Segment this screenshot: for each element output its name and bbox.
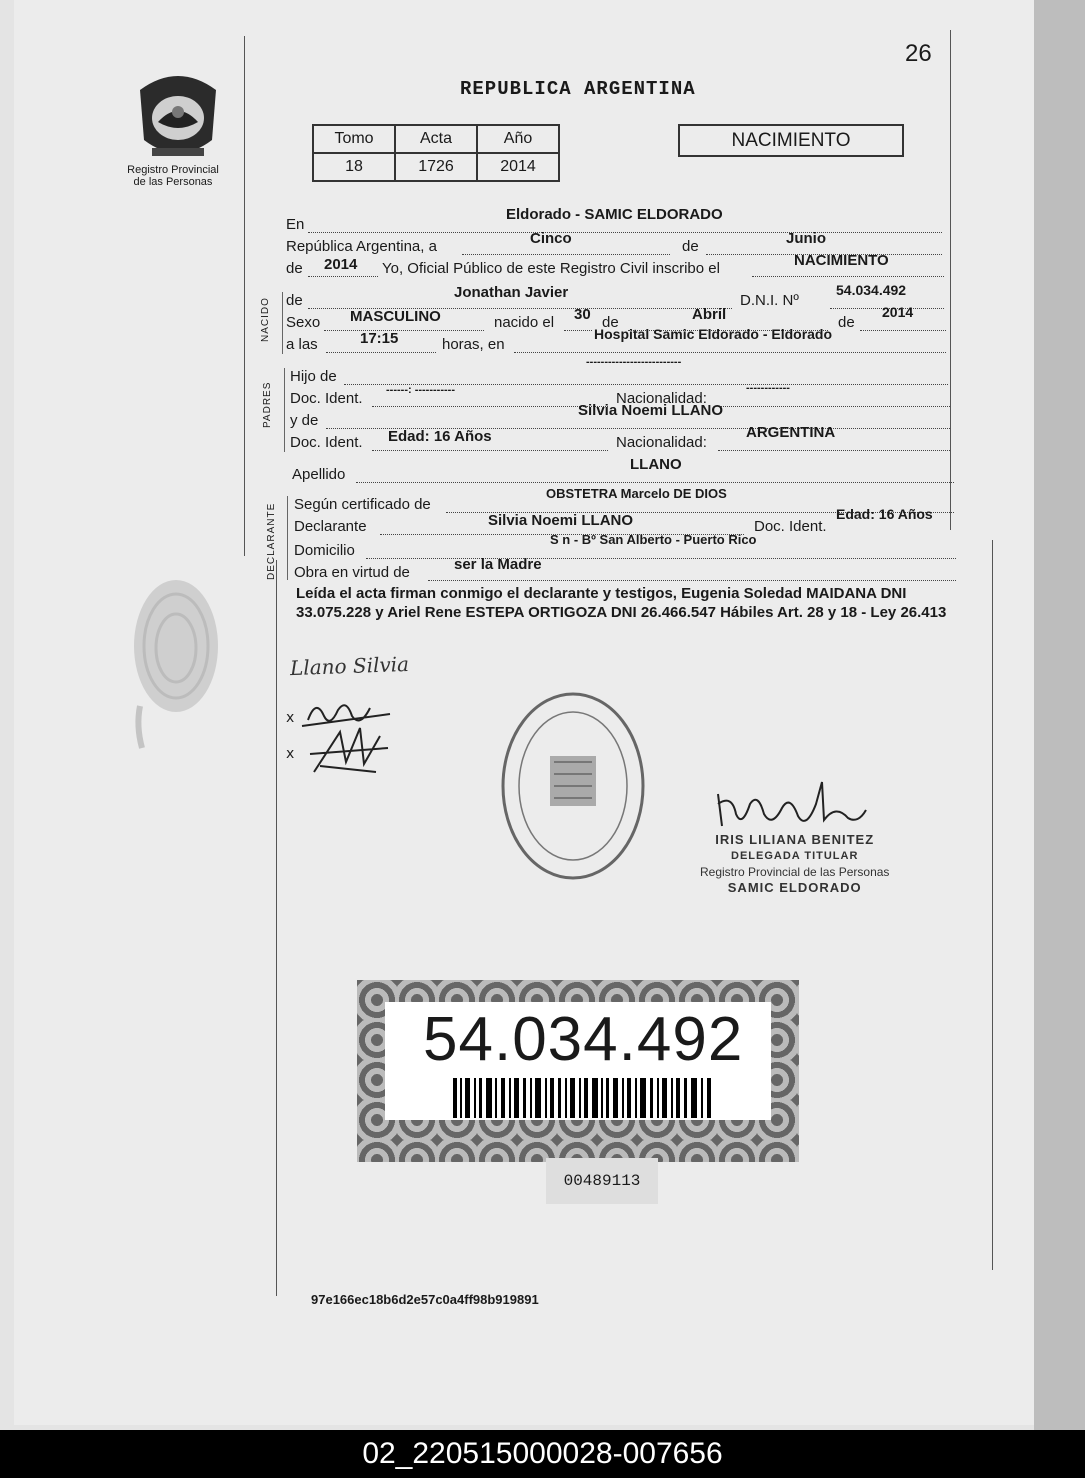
obra-value: ser la Madre — [454, 556, 542, 573]
madre-doc-value: Edad: 16 Años — [388, 428, 492, 445]
registrar-location: SAMIC ELDORADO — [727, 880, 862, 895]
page-edge — [1034, 0, 1085, 1430]
registrar-role: DELEGADA TITULAR — [731, 850, 859, 862]
dia-value: Cinco — [530, 230, 572, 247]
lugar-value: Eldorado - SAMIC ELDORADO — [506, 206, 723, 223]
witness-signatures — [280, 692, 400, 782]
sexo-label: Sexo — [286, 314, 321, 331]
registrar-stamp — [700, 832, 889, 896]
madre-value: Silvia Noemi LLANO — [578, 402, 724, 419]
row-obra — [294, 556, 542, 586]
dotted-line — [752, 276, 944, 277]
logo-caption-line-2: de las Personas — [133, 176, 213, 188]
declarante-value: Silvia Noemi LLANO — [488, 512, 634, 529]
dotted-line — [356, 482, 954, 483]
row-hijo — [290, 356, 682, 390]
nombre-value: Jonathan Javier — [454, 284, 569, 301]
horas-en-label: horas, en — [442, 336, 505, 353]
barcode-bars — [453, 1078, 715, 1118]
barcode-inner — [385, 1002, 771, 1120]
republica-label: República Argentina, a — [286, 238, 437, 255]
row-fecha — [286, 230, 826, 260]
registrar-office: Registro Provincial de las Personas — [700, 865, 890, 879]
margin-line-right-lower — [992, 540, 993, 1270]
anio-label: Año — [477, 125, 559, 153]
record-type-box: NACIMIENTO — [678, 124, 904, 157]
dotted-line — [718, 450, 950, 451]
dotted-line — [514, 352, 946, 353]
official-seal-stamp — [498, 688, 648, 884]
row-apellido — [292, 456, 682, 488]
nacido-dia-value: 30 — [574, 306, 591, 323]
tomo-label: Tomo — [313, 125, 395, 153]
dotted-line — [372, 406, 608, 407]
dotted-line — [564, 330, 592, 331]
en-label: En — [286, 216, 305, 233]
document-title: REPUBLICA ARGENTINA — [460, 78, 696, 100]
row-en — [286, 206, 723, 238]
registrar-signature — [712, 774, 872, 834]
row-certificado — [294, 486, 727, 518]
logo-caption — [118, 164, 228, 188]
declarante-label: Declarante — [294, 518, 367, 535]
tomo-value: 18 — [313, 153, 395, 181]
certificado-label: Según certificado de — [294, 496, 431, 513]
thumbprint — [128, 576, 228, 756]
section-bracket — [287, 496, 288, 580]
sexo-value: MASCULINO — [350, 308, 441, 325]
page-number: 26 — [905, 40, 932, 67]
nacido-side-label: NACIDO — [260, 297, 271, 342]
padre-doc-value: ------: ----------- — [386, 384, 455, 396]
declarante-side-label: DECLARANTE — [266, 502, 277, 580]
serial-number: 00489113 — [546, 1158, 658, 1204]
nacido-mes-value: Abril — [692, 306, 727, 323]
row-madre-doc — [290, 424, 836, 456]
province-coat-of-arms-logo — [128, 70, 228, 160]
doc-ident-label: Doc. Ident. — [290, 390, 363, 407]
acta-value: 1726 — [395, 153, 477, 181]
domicilio-label: Domicilio — [294, 542, 355, 559]
svg-text:x: x — [286, 710, 295, 726]
apellido-value: LLANO — [630, 456, 682, 473]
nacido-anio-value: 2014 — [882, 304, 914, 320]
anio-value: 2014 — [324, 256, 358, 273]
hijo-label: Hijo de — [290, 368, 337, 385]
dotted-line — [326, 352, 436, 353]
padre-nac-value: ------------ — [746, 382, 790, 394]
nacido-el-label: nacido el — [494, 314, 555, 331]
row-madre — [290, 402, 724, 434]
alas-label: a las — [286, 336, 318, 353]
dotted-line — [372, 450, 608, 451]
dni-value: 54.034.492 — [836, 282, 907, 298]
mother-signature: Llano Silvia — [289, 651, 410, 681]
scan-id-bar: 02_220515000028-007656 — [0, 1430, 1085, 1478]
dni-label: D.N.I. Nº — [740, 292, 799, 309]
svg-text:x: x — [286, 746, 295, 762]
row-hora — [286, 326, 833, 358]
dotted-line — [718, 406, 950, 407]
row-domicilio — [294, 532, 757, 564]
acta-label: Acta — [395, 125, 477, 153]
anio-value: 2014 — [477, 153, 559, 181]
tipo-value: NACIMIENTO — [794, 252, 889, 269]
margin-line-right — [950, 30, 951, 530]
nacionalidad-label-2: Nacionalidad: — [616, 434, 707, 451]
padres-side-label: PADRES — [262, 381, 273, 428]
nacido-lugar-value: Hospital Samic Eldorado - Eldorado — [594, 326, 833, 342]
row-inscribo — [286, 252, 889, 282]
margin-line-left — [244, 36, 245, 556]
dotted-line — [428, 580, 956, 581]
dotted-line — [308, 232, 942, 233]
de-label-3: de — [838, 314, 855, 331]
doc-ident-label-2: Doc. Ident. — [290, 434, 363, 451]
closing-statement: Leída el acta firman conmigo el declarante y testigos, Eugenia Soledad MAIDANA DNI 33.075.228 y Ariel Rene ESTEPA ORTIGOZA DNI 26.466.547 Hábiles Art. 28 y 18 - Ley 26.413 — [296, 585, 947, 621]
logo-caption-line-1: Registro Provincial — [127, 164, 219, 176]
dotted-line — [308, 276, 378, 277]
yde-label: y de — [290, 412, 319, 429]
section-bracket — [282, 292, 283, 354]
apellido-label: Apellido — [292, 466, 346, 483]
dni-barcode-label — [357, 980, 799, 1162]
certificado-value: OBSTETRA Marcelo DE DIOS — [546, 486, 727, 501]
de2-label: de — [286, 260, 303, 277]
barcode-dni-number: 54.034.492 — [423, 1005, 744, 1074]
margin-line-left-lower — [276, 560, 277, 1296]
dotted-line — [324, 330, 484, 331]
de-label-2: de — [602, 314, 619, 331]
de-label: de — [682, 238, 699, 255]
section-bracket — [284, 368, 285, 452]
dotted-line — [860, 330, 946, 331]
inscribo-label: Yo, Oficial Público de este Registro Civil inscribo el — [382, 260, 720, 277]
padre-value: -------------------------- — [586, 356, 682, 368]
row-nombre — [286, 282, 907, 314]
document-hash: 97e166ec18b6d2e57c0a4ff98b919891 — [311, 1292, 539, 1307]
mes-value: Junio — [786, 230, 826, 247]
declarante-doc-value: Edad: 16 Años — [836, 506, 933, 522]
doc-ident-label-3: Doc. Ident. — [754, 518, 827, 535]
obra-label: Obra en virtud de — [294, 564, 410, 581]
hora-value: 17:15 — [360, 330, 399, 347]
de-label: de — [286, 292, 303, 309]
dotted-line — [462, 254, 670, 255]
madre-nac-value: ARGENTINA — [746, 424, 836, 441]
record-reference-table — [312, 124, 560, 182]
registrar-name: IRIS LILIANA BENITEZ — [715, 832, 875, 847]
nacionalidad-label: Nacionalidad: — [616, 390, 707, 407]
domicilio-value: S n - Bº San Alberto - Puerto Rico — [550, 532, 757, 547]
